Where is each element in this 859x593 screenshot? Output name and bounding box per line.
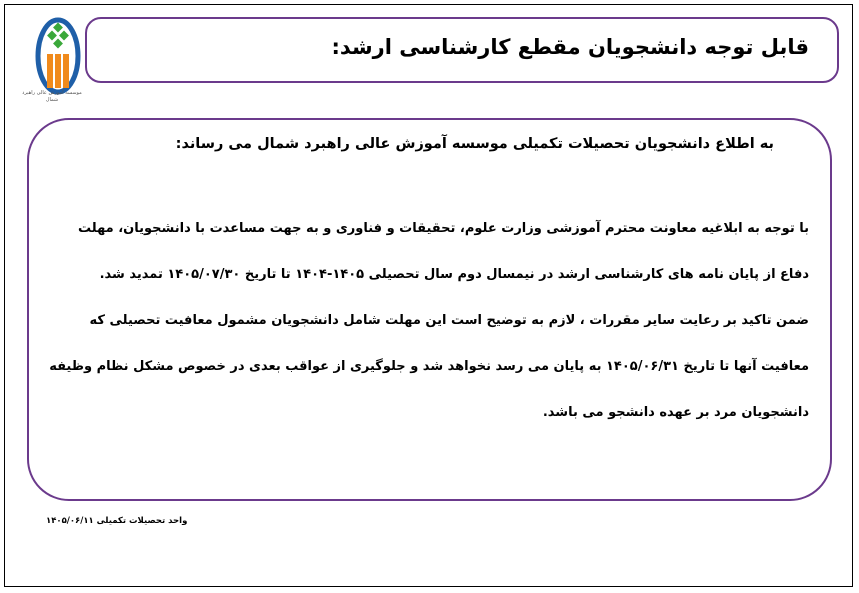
title-banner xyxy=(85,17,839,83)
footer-signature: واحد تحصیلات تکمیلی ۱۴۰۵/۰۶/۱۱ xyxy=(46,516,188,526)
institute-logo xyxy=(30,16,86,120)
announcement-box xyxy=(27,118,832,501)
page-title: قابل توجه دانشجویان مقطع کارشناسی ارشد: xyxy=(331,35,809,59)
logo-caption: موسسه آموزش عالی راهبرد شمال xyxy=(22,90,82,103)
announcement-heading: به اطلاع دانشجویان تحصیلات تکمیلی موسسه آموزش عالی راهبرد شمال می رساند: xyxy=(175,136,774,152)
logo-emblem xyxy=(30,16,86,96)
announcement-paragraph-1: با توجه به ابلاغیه معاونت محترم آموزشی وزارت علوم، تحقیقات و فناوری و به جهت مساعدت با دانشجویان، مهلت دفاع از پایان نامه های کارشناسی ارشد در نیمسال دوم سال تحصیلی ۱۴۰۵-۱۴۰۴ تا تاریخ ۱۴۰۵/۰۷/۳۰ تمدید شد. xyxy=(78,221,809,282)
announcement-paragraph-2: ضمن تاکید بر رعایت سایر مقررات ، لازم به توضیح است این مهلت شامل دانشجویان مشمول معافیت تحصیلی که معافیت آنها تا تاریخ ۱۴۰۵/۰۶/۳۱ به پایان می رسد نخواهد شد و جلوگیری از عواقب بعدی در خصوص مشکل نظام وظیفه دانشجویان مرد بر عهده دانشجو می باشد. xyxy=(49,313,809,420)
